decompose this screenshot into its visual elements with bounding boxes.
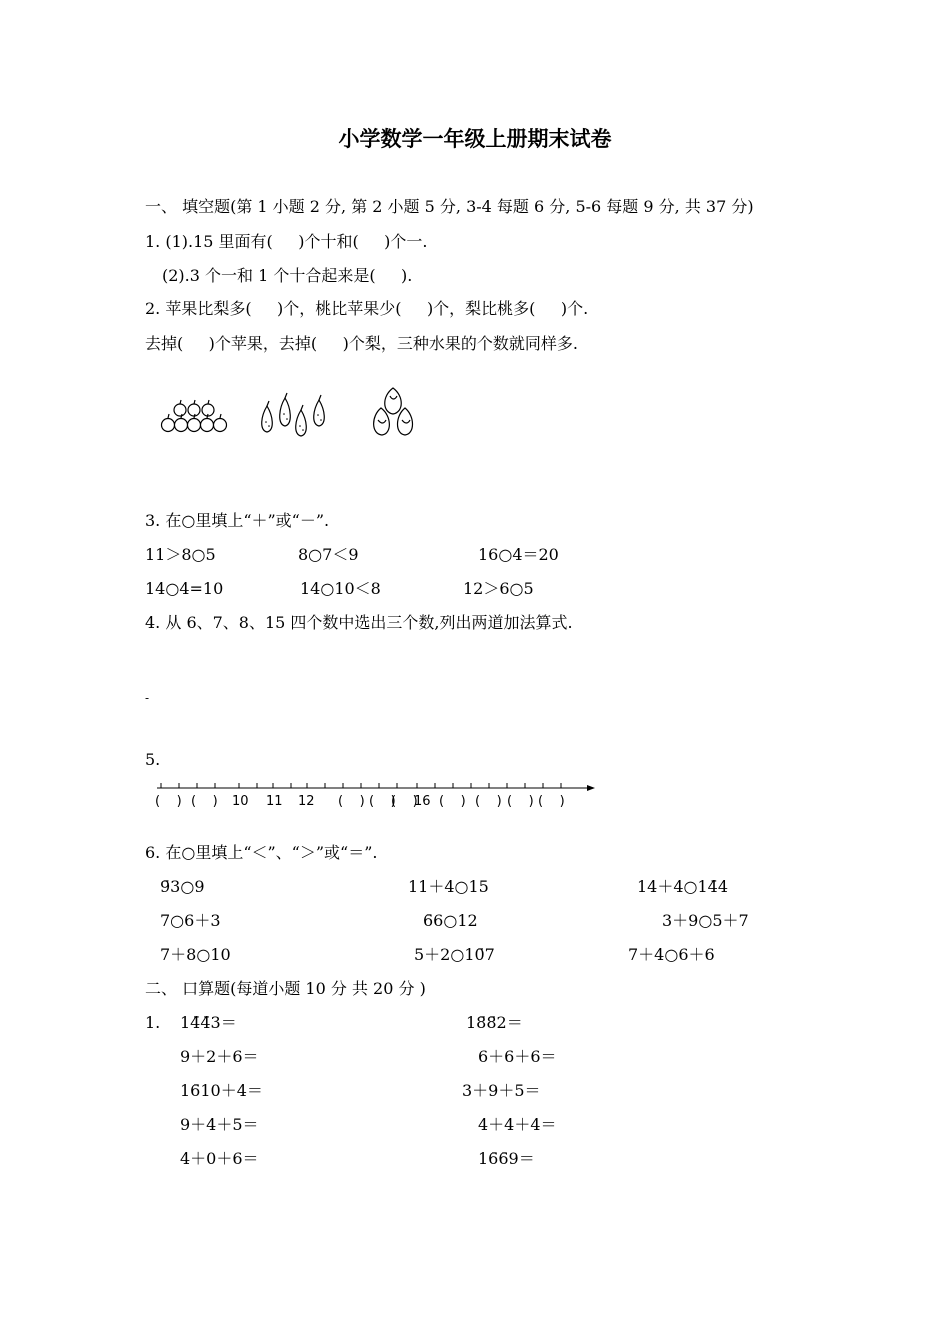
- answer-blank: -: [145, 691, 150, 705]
- q4-prompt: 4. 从 6、7、8、15 四个数中选出三个数,列出两道加法算式.: [145, 613, 573, 632]
- number-line-label: 12: [298, 794, 315, 809]
- q3-item: 8○7＜9: [298, 545, 359, 564]
- q5-prompt: 5.: [145, 750, 161, 769]
- number-line-label: ( ): [191, 794, 218, 809]
- mental-math-item: 6＋6＋6＝: [478, 1047, 557, 1066]
- number-line-label: 10: [232, 794, 249, 809]
- q6-item: 7＋4○6＋6: [628, 945, 715, 964]
- q3-item: 12＞6○5: [463, 579, 534, 598]
- mental-math-item: 3＋9＋5＝: [462, 1081, 541, 1100]
- q6-item: 11＋4○15: [408, 877, 489, 896]
- q1-part1: 1. (1).15 里面有( )个十和( )个一.: [145, 232, 428, 251]
- q6-item: 5＋2○10̄7: [414, 945, 495, 964]
- mental-math-item: 16̄6̄9＝: [478, 1149, 535, 1168]
- q6-item: 3＋9○5＋7: [662, 911, 749, 930]
- number-line-label: 16: [414, 794, 431, 809]
- q6-item: 9̄3○9: [160, 877, 205, 896]
- apples-illustration: [158, 398, 234, 438]
- q3-item: 14○10＜8: [300, 579, 381, 598]
- number-line-label: ( ): [155, 794, 182, 809]
- mental-math-item: 18̄8̄2＝: [466, 1013, 523, 1032]
- q3-item: 14○4=10: [145, 579, 224, 598]
- mental-math-item: 9＋4＋5＝: [180, 1115, 259, 1134]
- mental-math-item: 14̄4̄3＝: [180, 1013, 237, 1032]
- number-line-label: ( ): [538, 794, 565, 809]
- q2-line2: 去掉( )个苹果，去掉( )个梨，三种水果的个数就同样多.: [145, 334, 578, 353]
- q6-item: 14＋4○14̄4: [637, 877, 729, 896]
- number-line-label: 11: [266, 794, 283, 809]
- number-line-label: ( ): [475, 794, 502, 809]
- number-line-label: ( ): [507, 794, 534, 809]
- number-line-label: ( ): [439, 794, 466, 809]
- peaches-illustration: [368, 384, 418, 438]
- page-title: 小学数学一年级上册期末试卷: [338, 126, 612, 151]
- mental-math-item: 9＋2＋6＝: [180, 1047, 259, 1066]
- number-line-label: ( ): [369, 794, 396, 809]
- q6-item: 7○6＋3: [160, 911, 221, 930]
- section2-heading: 二、 口算题(每道小题 10 分 共 20 分 ): [145, 979, 426, 998]
- q6-item: 7＋8○10: [160, 945, 231, 964]
- q2-line1: 2. 苹果比梨多( )个，桃比苹果少( )个，梨比桃多( )个.: [145, 299, 589, 318]
- q1-part2: (2).3 个一和 1 个十合起来是( ).: [162, 266, 413, 285]
- mental-math-item: 4＋4＋4＝: [478, 1115, 557, 1134]
- q6-item: 6̄6○12: [423, 911, 478, 930]
- number-line-label: ( ): [338, 794, 365, 809]
- q6-prompt: 6. 在○里填上“＜”、“＞”或“＝”.: [145, 843, 378, 862]
- mental-math-item: 4＋0＋6＝: [180, 1149, 259, 1168]
- q3-prompt: 3. 在○里填上“＋”或“－”.: [145, 511, 330, 530]
- number-line-label: ( ): [391, 794, 418, 809]
- mental-math-item: 16̄10＋4＝: [180, 1081, 263, 1100]
- section1-heading: 一、 填空题(第 1 小题 2 分, 第 2 小题 5 分, 3-4 每题 6 分, 5-6 每题 9 分, 共 37 分): [145, 197, 754, 216]
- q3-item: 16○4＝20: [478, 545, 559, 564]
- pears-illustration: [255, 392, 337, 438]
- q3-item: 11＞8○5: [145, 545, 216, 564]
- section2-question-number: 1.: [145, 1013, 161, 1032]
